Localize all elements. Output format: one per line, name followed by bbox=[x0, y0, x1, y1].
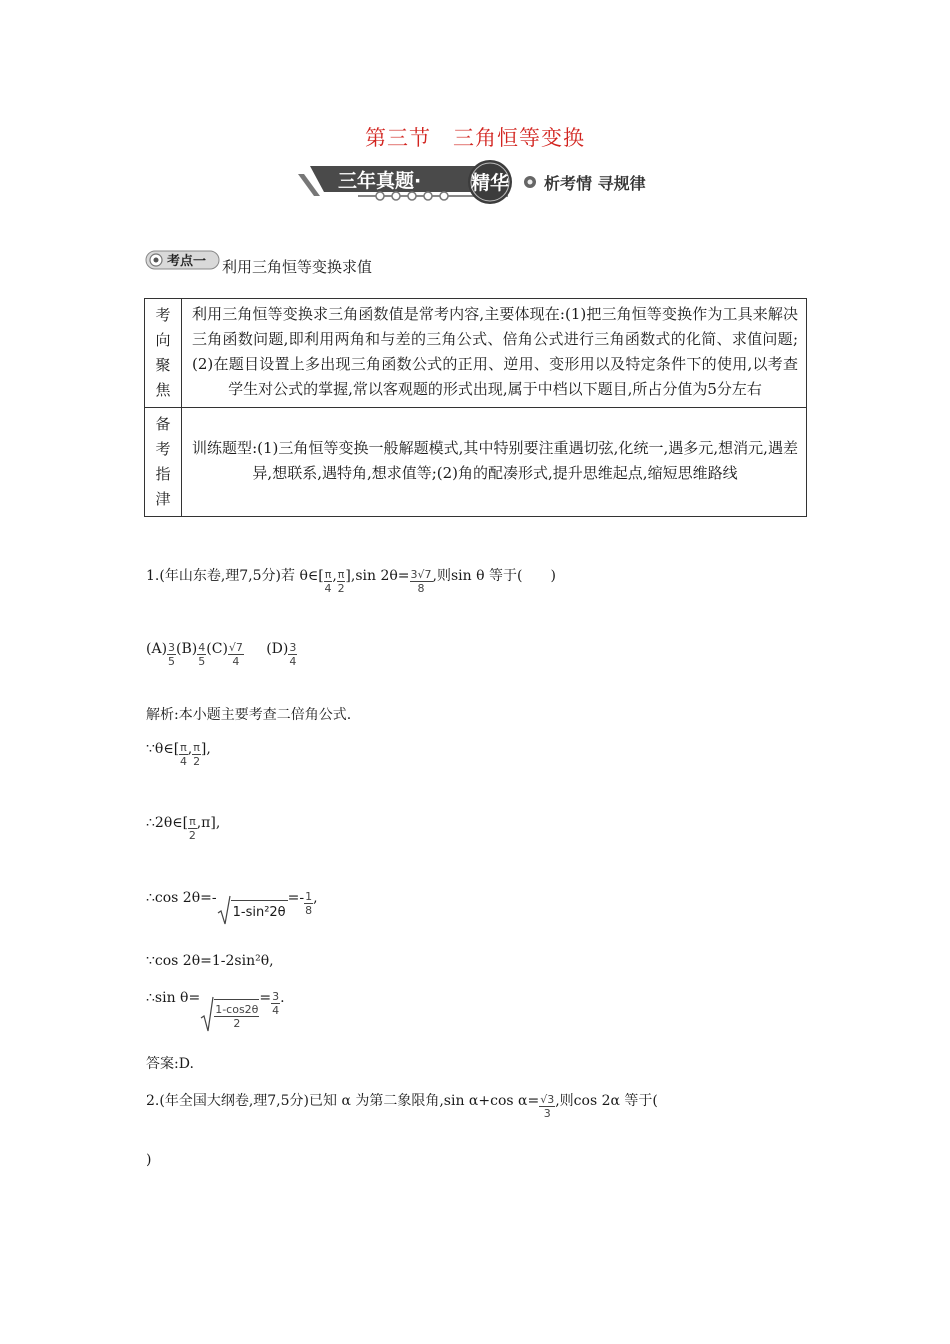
row-content: 利用三角恒等变换求三角函数值是常考内容,主要体现在:(1)把三角恒等变换作为工具来解决三角函数问题,即利用两角和与差的三角公式、倍角公式进行三角函数式的化简、求值问题;(2)在题目设置上多出现三角函数公式的正用、逆用、变形用以及特定条件下的使用,以考查学生对公式的掌握,常以客观题的形式出现,属于中档以下题目,所占分值为5分左右 bbox=[182, 299, 807, 408]
banner-dot bbox=[424, 192, 432, 200]
fraction: $\frac{√3}{3}$ bbox=[540, 1093, 555, 1120]
fraction: $\frac{\pi}{4}$ bbox=[324, 568, 332, 595]
sqrt-symbol: 1-sin²2θ bbox=[217, 895, 288, 925]
fraction: $\frac{3}{4}$ bbox=[289, 641, 297, 668]
solution-step-5: ∴sin θ= $\frac{1-\cos 2\theta}{2}$ = $\frac{3}{4}$ . bbox=[146, 990, 285, 1032]
answer: 答案:D. bbox=[146, 1056, 194, 1072]
info-table bbox=[144, 298, 807, 517]
table-row bbox=[145, 408, 807, 517]
question-2-close: ) bbox=[146, 1152, 152, 1168]
row-header: 备 考 指 津 bbox=[145, 408, 182, 517]
section-tag bbox=[145, 250, 220, 270]
question-1: 1.(年山东卷,理7,5分)若 θ∈[ $\frac{\pi}{4}$ , $\frac{\pi}{2}$ ],sin 2θ= $\frac{3√7}{8}$ ,则sin θ 等于( ) bbox=[146, 568, 556, 595]
solution-step-4: ∵cos 2θ=1-2sin²θ, bbox=[146, 953, 274, 969]
banner-left-text: 三年真题· bbox=[338, 170, 422, 192]
table-row bbox=[145, 299, 807, 408]
section-label: 利用三角恒等变换求值 bbox=[222, 258, 373, 276]
banner-dot bbox=[376, 192, 384, 200]
banner-dot bbox=[392, 192, 400, 200]
tag-text: 考点一 bbox=[167, 254, 207, 269]
fraction: $\frac{3√7}{8}$ bbox=[410, 568, 432, 595]
fraction: $\frac{\pi}{4}$ bbox=[179, 741, 187, 768]
fraction: $\frac{\pi}{2}$ bbox=[188, 815, 196, 842]
fraction: $\frac{√7}{4}$ bbox=[228, 641, 243, 668]
banner-graphic bbox=[298, 160, 678, 204]
row-header: 考 向 聚 焦 bbox=[145, 299, 182, 408]
answer-options: (A) $\frac{3}{5}$ (B) $\frac{4}{5}$ (C) $\frac{√7}{4}$ (D) $\frac{3}{4}$ bbox=[146, 641, 297, 668]
question-2: 2.(年全国大纲卷,理7,5分)已知 α 为第二象限角,sin α+cos α= $\frac{√3}{3}$ ,则cos 2α 等于( bbox=[146, 1093, 658, 1120]
fraction: $\frac{\pi}{2}$ bbox=[337, 568, 345, 595]
solution-intro: 解析:本小题主要考查二倍角公式. bbox=[146, 707, 352, 723]
page-title: 第三节 三角恒等变换 bbox=[365, 126, 585, 150]
solution-step-3: ∴cos 2θ=-1-sin²2θ=- $\frac{1}{8}$ , bbox=[146, 890, 318, 925]
banner-right-text: 析考情 寻规律 bbox=[544, 174, 646, 193]
fraction: $\frac{3}{5}$ bbox=[168, 641, 176, 668]
solution-step-1: ∵θ∈[ $\frac{\pi}{4}$ , $\frac{\pi}{2}$ ], bbox=[146, 741, 211, 768]
section-banner bbox=[298, 160, 678, 204]
radical-icon bbox=[217, 895, 231, 925]
solution-step-2: ∴2θ∈[ $\frac{\pi}{2}$ ,π], bbox=[146, 815, 221, 842]
banner-dot bbox=[408, 192, 416, 200]
fraction: $\frac{4}{5}$ bbox=[198, 641, 206, 668]
fraction: $\frac{1}{8}$ bbox=[305, 890, 313, 917]
banner-seal-text: 精华 bbox=[470, 172, 510, 194]
fraction: $\frac{\pi}{2}$ bbox=[193, 741, 201, 768]
radical-icon bbox=[200, 996, 214, 1032]
row-content: 训练题型:(1)三角恒等变换一般解题模式,其中特别要注重遇切弦,化统一,遇多元,想消元,遇差异,想联系,遇特角,想求值等;(2)角的配凑形式,提升思维起点,缩短思维路线 bbox=[182, 408, 807, 517]
fraction: $\frac{3}{4}$ bbox=[272, 990, 280, 1017]
banner-dot bbox=[440, 192, 448, 200]
sqrt-symbol: $\frac{1-\cos 2\theta}{2}$ bbox=[200, 996, 259, 1032]
